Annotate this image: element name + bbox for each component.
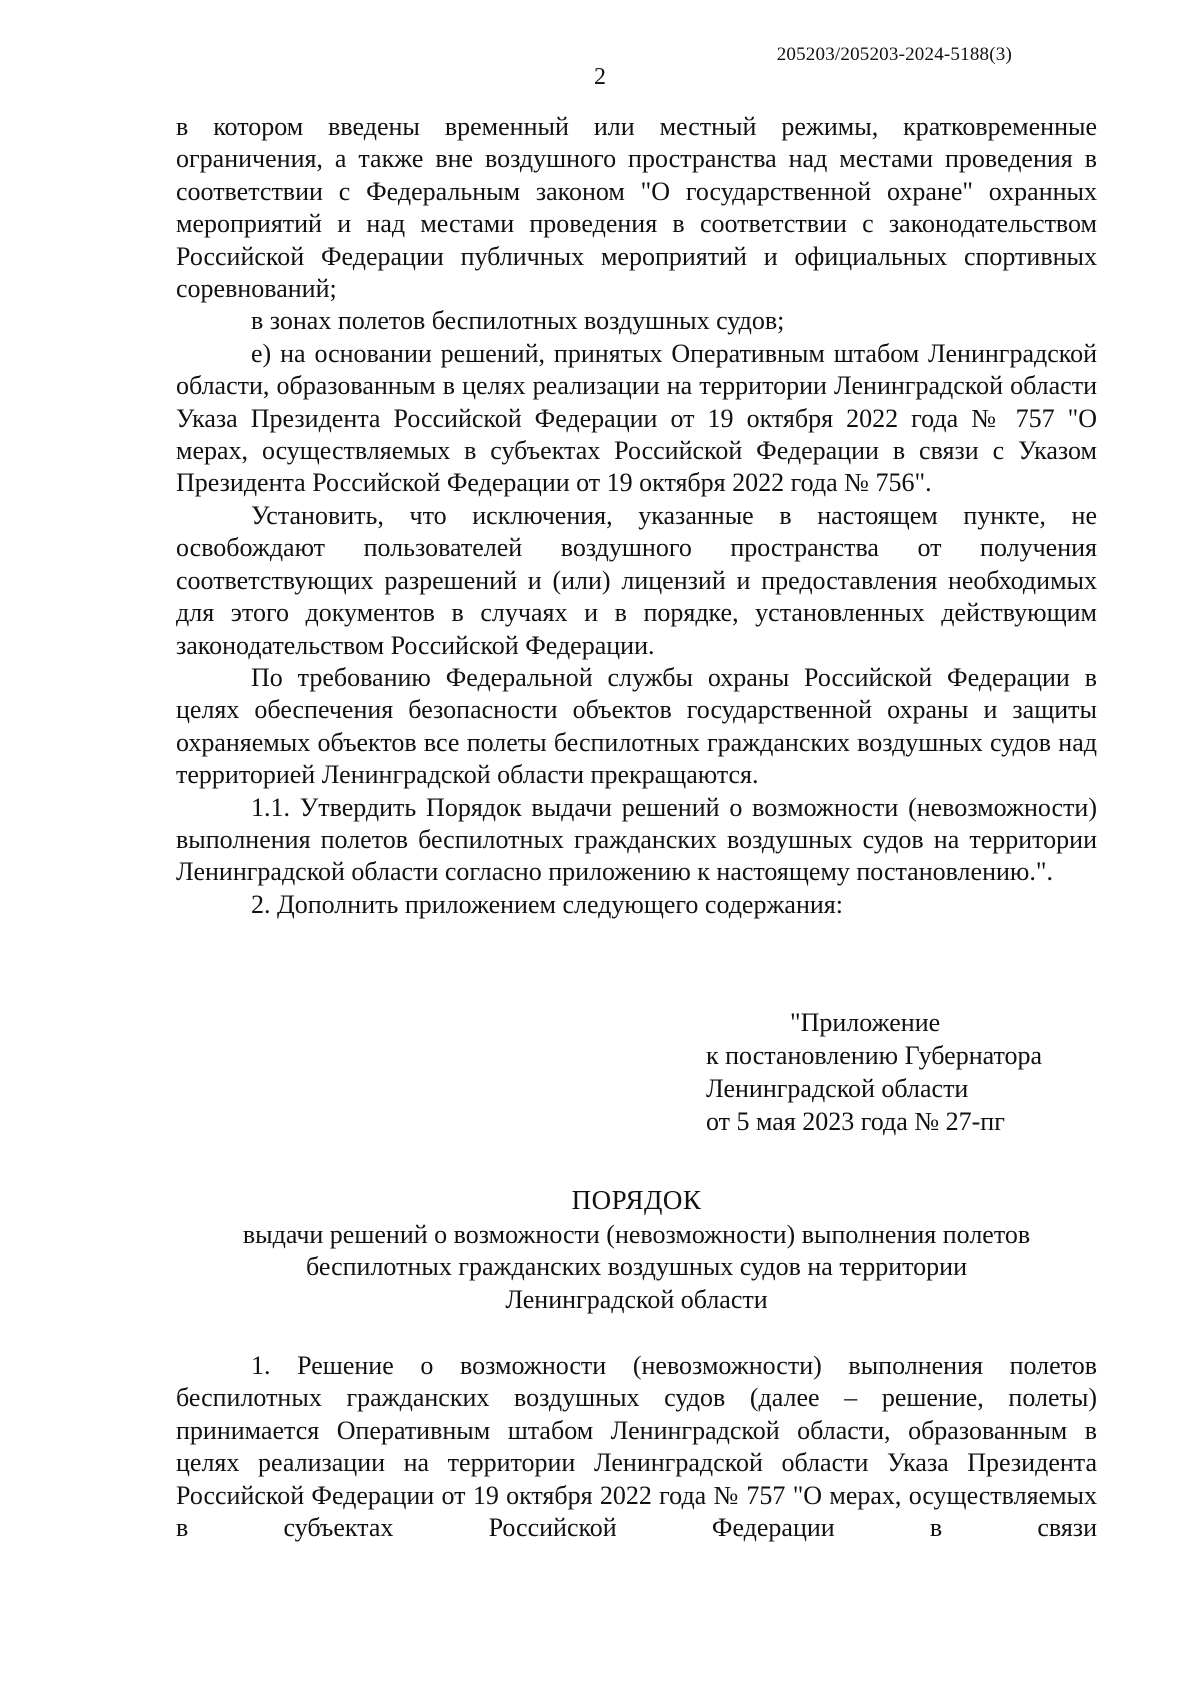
- appendix-line: Ленинградской области: [706, 1074, 969, 1103]
- paragraph: 2. Дополнить приложением следующего содержания:: [251, 889, 843, 919]
- appendix-line: к постановлению Губернатора: [706, 1041, 1043, 1070]
- paragraph: в котором введены временный или местный режимы, кратковременные ограничения, а также вне воздушного пространства над местами проведения в соответствии с Федеральным законом "О государственной охране" охранных мероприятий и над местами проведения в соответствии с законодательством Российской Федерации публичных мероприятий и официальных спортивных соревнований;: [176, 112, 1097, 304]
- appendix-block: [706, 1006, 1042, 1138]
- heading-subtitle: Ленинградской области: [505, 1284, 768, 1314]
- document-id: 205203/205203-2024-5188(3): [776, 44, 1012, 65]
- document-body: [176, 111, 1097, 921]
- paragraph: 1. Решение о возможности (невозможности) выполнения полетов беспилотных гражданских воздушных судов (далее – решение, полеты) принимается Оперативным штабом Ленинградской области, образованным в целях реализации на территории Ленинградской области Указа Президента Российской Федерации от 19 октября 2022 года № 757 "О мерах, осуществляемых в субъектах Российской Федерации в связи: [176, 1351, 1097, 1543]
- paragraph: По требованию Федеральной службы охраны Российской Федерации в целях обеспечения безопасности объектов государственной охраны и защиты охраняемых объектов все полеты беспилотных гражданских воздушных судов над территорией Ленинградской области прекращаются.: [176, 662, 1097, 790]
- paragraph: Установить, что исключения, указанные в настоящем пункте, не освобождают пользователей воздушного пространства от получения соответствующих разрешений и (или) лицензий и предоставления необходимых для этого документов в случаях и в порядке, установленных действующим законодательством Российской Федерации.: [176, 500, 1097, 660]
- appendix-line: от 5 мая 2023 года № 27-пг: [706, 1107, 1005, 1136]
- heading-title: ПОРЯДОК: [571, 1185, 702, 1215]
- paragraph: е) на основании решений, принятых Оперативным штабом Ленинградской области, образованным в целях реализации на территории Ленинградской области Указа Президента Российской Федерации от 19 октября 2022 года № 757 "О мерах, осуществляемых в субъектах Российской Федерации в связи с Указом Президента Российской Федерации от 19 октября 2022 года № 756".: [176, 338, 1097, 498]
- procedure-heading: [176, 1184, 1097, 1316]
- page-number: 2: [594, 64, 606, 90]
- appendix-label: "Приложение: [790, 1008, 941, 1037]
- heading-subtitle: беспилотных гражданских воздушных судов на территории: [306, 1252, 967, 1281]
- paragraph: в зонах полетов беспилотных воздушных судов;: [251, 306, 785, 336]
- heading-subtitle: выдачи решений о возможности (невозможности) выполнения полетов: [242, 1219, 1031, 1249]
- paragraph: 1.1. Утвердить Порядок выдачи решений о возможности (невозможности) выполнения полетов беспилотных гражданских воздушных судов на территории Ленинградской области согласно приложению к настоящему постановлению.".: [176, 792, 1097, 887]
- procedure-section: [176, 1350, 1097, 1544]
